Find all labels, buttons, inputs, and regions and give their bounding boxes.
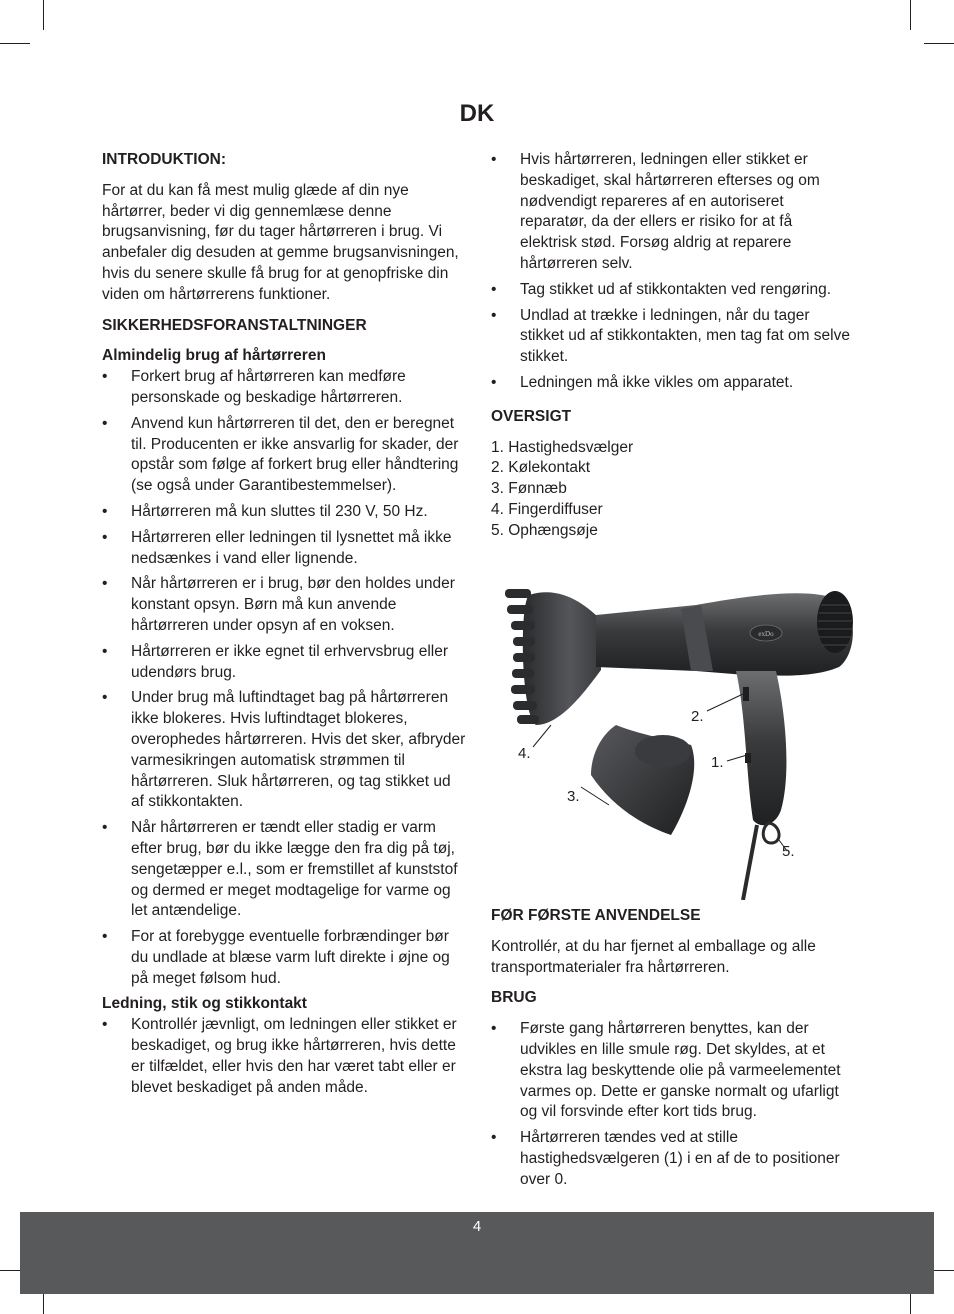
list-item: • Under brug må luftindtaget bag på hårtørreren ikke blokeres. Hvis luftindtaget blokeres, overophedes hårtørreren. Hvis det sker, afbryder varmesikringen automatisk strømmen til hårtørreren. Sluk hårtørreren, og tag stikket ud af stikkontakten.	[102, 688, 467, 813]
crop-mark-top-right-h	[924, 43, 954, 44]
right-column	[491, 150, 851, 542]
safety-heading: SIKKERHEDSFORANSTALTNINGER	[102, 316, 367, 334]
list-item: • Anvend kun hårtørreren til det, den er beregnet til. Producenten er ikke ansvarlig for skader, der opstår som følge af forkert brug eller håndtering (se også under Garantibestemmelser).	[102, 414, 467, 497]
diffuser-shape	[505, 589, 601, 725]
label-3: 3.	[567, 788, 580, 805]
crop-mark-top-left-v	[43, 0, 44, 30]
cord-list	[102, 1015, 467, 1098]
list-item: • Hårtørreren tændes ved at stille hastighedsvælgeren (1) i en af de to positioner over 0.	[491, 1128, 851, 1190]
crop-mark-top-left-h	[0, 43, 30, 44]
use-heading: BRUG	[491, 989, 537, 1007]
intro-heading: INTRODUKTION:	[102, 151, 226, 168]
overview-item: 1. Hastighedsvælger	[491, 438, 634, 456]
intro-paragraph: For at du kan få mest mulig glæde af din nye hårtørrer, beder vi dig gennemlæse denne brugsanvisning, før du tager hårtørreren i brug. Vi anbefaler dig desuden at gemme brugsanvisningen, hvis du senere skulle få brug for at genopfriske din viden om hårtørrerens funktioner.	[102, 181, 459, 303]
overview-item: 4. Fingerdiffuser	[491, 500, 603, 518]
language-heading: DK	[459, 100, 495, 127]
overview-item: 2. Kølekontakt	[491, 459, 591, 477]
label-1: 1.	[711, 754, 724, 771]
dryer-body-shape	[596, 593, 853, 675]
list-item: • Første gang hårtørreren benyttes, kan der udvikles en lille smule røg. Det skyldes, at et ekstra lag beskyttende olie på varmeelementet varmes op. Dette er ganske normalt og ufarligt og vil forsvinde efter kort tids brug.	[491, 1019, 851, 1123]
list-item: • Tag stikket ud af stikkontakten ved rengøring.	[491, 280, 851, 301]
general-use-list	[102, 367, 467, 989]
list-item: • For at forebygge eventuelle forbrændinger bør du undlade at blæse varm luft direkte i øjne og på meget følsom hud.	[102, 927, 467, 989]
list-item: • Undlad at trække i ledningen, når du tager stikket ud af stikkontakten, men tag fat om selve stikket.	[491, 306, 851, 368]
label-2: 2.	[691, 708, 704, 725]
page-number: 4	[472, 1218, 482, 1235]
list-item: • Hårtørreren eller ledningen til lysnettet må ikke nedsænkes i vand eller lignende.	[102, 528, 467, 570]
overview-item: 5. Ophængsøje	[491, 521, 598, 539]
right-column-lower	[491, 906, 851, 1191]
overview-list	[491, 438, 851, 542]
crop-mark-top-right-v	[910, 0, 911, 30]
list-item: • Kontrollér jævnligt, om ledningen eller stikket er beskadiget, og brug ikke hårtørreren, hvis dette er tilfældet, eller hvis den har været tabt eller er blevet beskadiget på anden måde.	[102, 1015, 467, 1098]
list-item: • Ledningen må ikke vikles om apparatet.	[491, 373, 851, 394]
cord-list-continued	[491, 150, 851, 394]
list-item: • Når hårtørreren er i brug, bør den holdes under konstant opsyn. Børn må kun anvende hårtørreren under opsyn af en voksen.	[102, 574, 467, 636]
use-list	[491, 1019, 851, 1190]
list-item: • Forkert brug af hårtørreren kan medføre personskade og beskadige hårtørreren.	[102, 367, 467, 409]
brand-badge-text: exDo	[758, 630, 774, 638]
overview-item: 3. Fønnæb	[491, 480, 567, 498]
list-item: • Når hårtørreren er tændt eller stadig er varm efter brug, bør du ikke lægge den fra dig på tøj, sengetæpper e.l., som er fremstillet af kunststof og dermed er meget modtagelige for varme og let antændelige.	[102, 818, 467, 922]
cord-subheading: Ledning, stik og stikkontakt	[102, 995, 307, 1013]
overview-heading: OVERSIGT	[491, 407, 572, 425]
first-use-paragraph: Kontrollér, at du har fjernet al emballage og alle transportmaterialer fra hårtørreren.	[491, 937, 816, 976]
list-item: • Hårtørreren er ikke egnet til erhvervsbrug eller udendørs brug.	[102, 642, 467, 684]
label-5: 5.	[782, 843, 795, 860]
left-column	[102, 150, 467, 1098]
label-4: 4.	[518, 745, 531, 762]
hair-dryer-illustration	[491, 575, 856, 900]
general-use-subheading: Almindelig brug af hårtørreren	[102, 347, 326, 365]
footer-bar	[20, 1212, 934, 1294]
list-item: • Hårtørreren må kun sluttes til 230 V, 50 Hz.	[102, 502, 467, 523]
first-use-heading: FØR FØRSTE ANVENDELSE	[491, 907, 701, 924]
list-item: • Hvis hårtørreren, ledningen eller stikket er beskadiget, skal hårtørreren efterses og om nødvendigt repareres af en autoriseret reparatør, da der ellers er risiko for at få elektrisk stød. Forsøg aldrig at reparere hårtørreren selv.	[491, 150, 851, 275]
